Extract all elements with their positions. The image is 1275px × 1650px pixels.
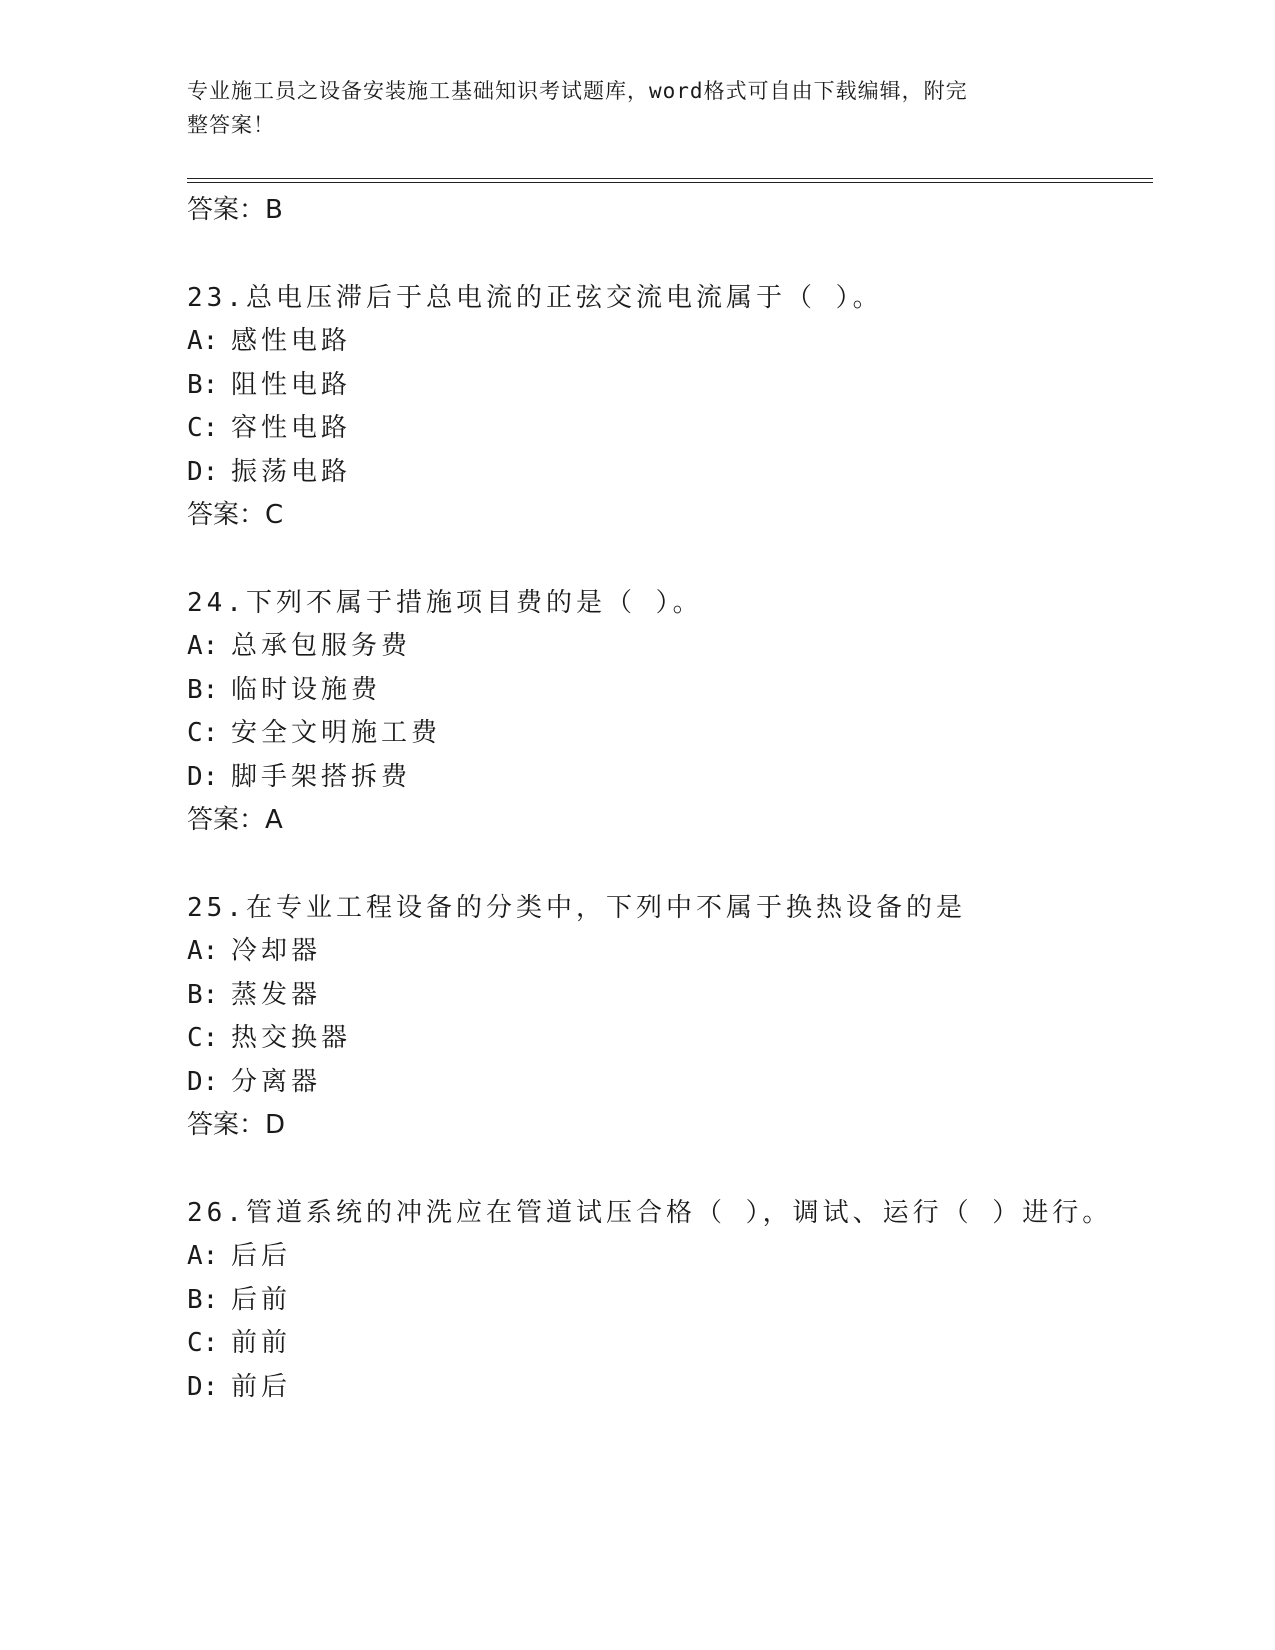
question-25-option-c (187, 1022, 351, 1054)
option-letter: A: (187, 936, 219, 966)
option-letter: A: (187, 1241, 219, 1271)
question-26-option-d (187, 1371, 291, 1403)
question-23-option-b (187, 369, 351, 401)
option-letter: C: (187, 1328, 219, 1358)
question-26-option-a (187, 1240, 291, 1272)
option-text: 热交换器 (231, 1023, 352, 1053)
question-24-option-c (187, 717, 441, 749)
question-25-stem: 25.在专业工程设备的分类中，下列中不属于换热设备的是 (187, 893, 966, 923)
option-letter: B: (187, 370, 219, 400)
question-25-option-a (187, 935, 321, 967)
option-letter: B: (187, 675, 219, 705)
option-text: 阻性电路 (231, 370, 352, 400)
document-header (187, 74, 1067, 142)
option-letter: D: (187, 1067, 219, 1097)
option-text: 后前 (231, 1285, 292, 1315)
question-26-option-c (187, 1327, 291, 1359)
option-letter: C: (187, 413, 219, 443)
question-24-option-a (187, 630, 411, 662)
question-26-stem: 26.管道系统的冲洗应在管道试压合格（ ），调试、运行（ ）进行。 (187, 1198, 1113, 1228)
option-text: 安全文明施工费 (231, 718, 442, 748)
header-divider (187, 178, 1153, 183)
option-text: 感性电路 (231, 326, 352, 356)
question-25-option-b (187, 979, 321, 1011)
option-letter: C: (187, 718, 219, 748)
option-letter: A: (187, 326, 219, 356)
option-letter: B: (187, 1285, 219, 1315)
option-text: 容性电路 (231, 413, 352, 443)
option-letter: D: (187, 457, 219, 487)
option-letter: D: (187, 762, 219, 792)
question-23-option-c (187, 412, 351, 444)
question-24-option-b (187, 674, 381, 706)
question-23-option-d (187, 456, 351, 488)
option-letter: D: (187, 1372, 219, 1402)
option-text: 冷却器 (231, 936, 322, 966)
question-26-option-b (187, 1284, 291, 1316)
option-text: 分离器 (231, 1067, 322, 1097)
option-text: 前后 (231, 1372, 292, 1402)
question-23-option-a (187, 325, 351, 357)
answer-q22: 答案：B (187, 195, 283, 225)
header-line-2: 整答案！ (187, 113, 275, 137)
option-letter: C: (187, 1023, 219, 1053)
question-25-option-d (187, 1066, 321, 1098)
question-24-option-d (187, 761, 411, 793)
answer-q25: 答案：D (187, 1110, 286, 1140)
question-23-stem: 23.总电压滞后于总电流的正弦交流电流属于（ ）。 (187, 283, 883, 313)
option-text: 临时设施费 (231, 675, 382, 705)
option-text: 蒸发器 (231, 980, 322, 1010)
question-24-stem: 24.下列不属于措施项目费的是（ ）。 (187, 588, 703, 618)
answer-q24: 答案：A (187, 805, 283, 835)
header-line-1: 专业施工员之设备安装施工基础知识考试题库，word格式可自由下载编辑，附完 (187, 79, 968, 103)
option-text: 总承包服务费 (231, 631, 412, 661)
option-text: 前前 (231, 1328, 292, 1358)
option-letter: B: (187, 980, 219, 1010)
answer-q23: 答案：C (187, 500, 284, 530)
option-text: 后后 (231, 1241, 292, 1271)
option-letter: A: (187, 631, 219, 661)
option-text: 脚手架搭拆费 (231, 762, 412, 792)
option-text: 振荡电路 (231, 457, 352, 487)
